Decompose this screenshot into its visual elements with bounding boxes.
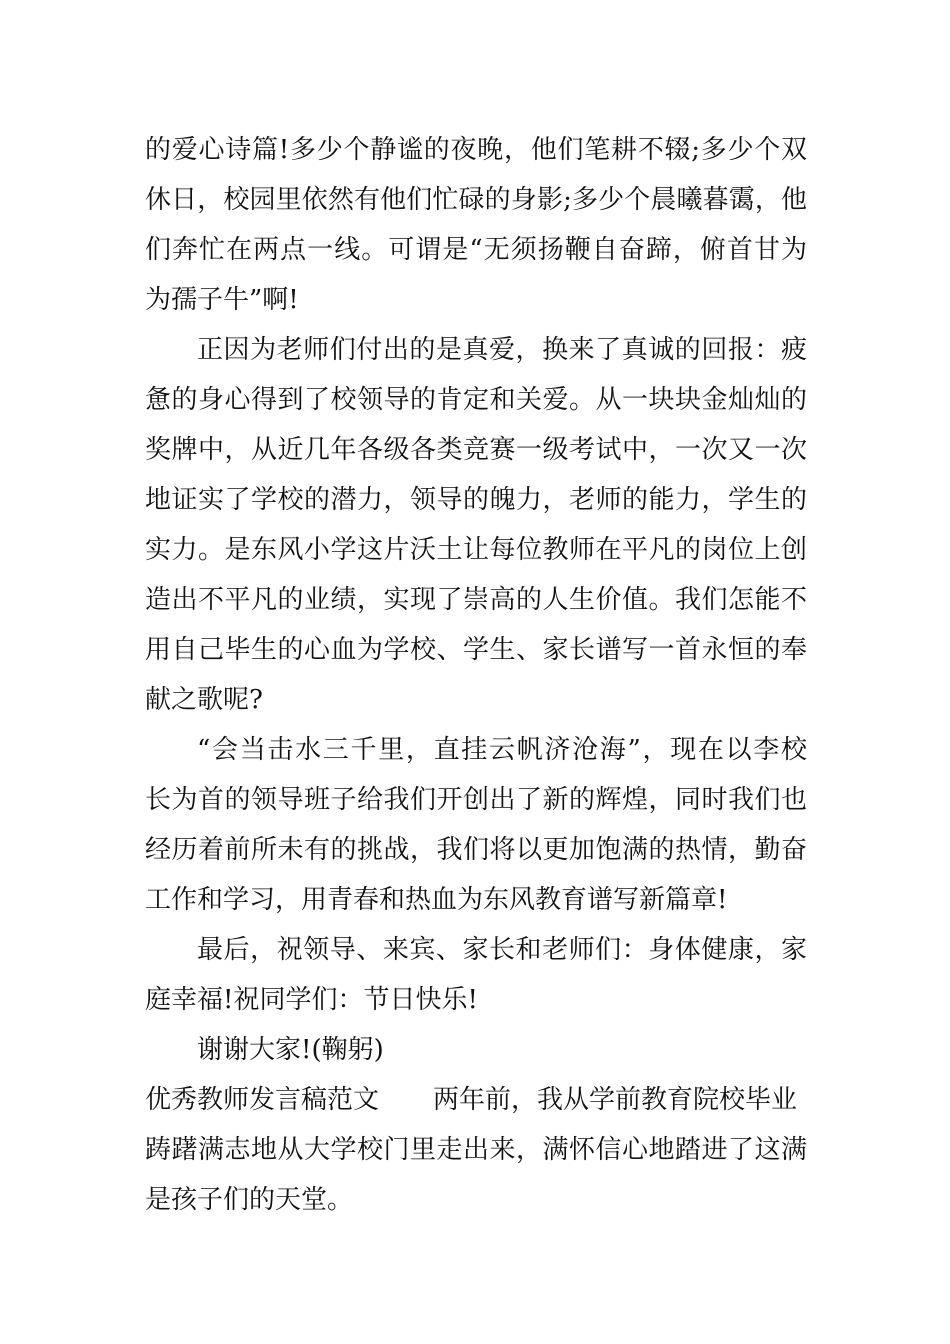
paragraph-3-line-4: 工作和学习，用青春和热血为东风教育谱写新篇章! [145,885,728,915]
paragraph-1-line-2: 休日，校园里依然有他们忙碌的身影;多少个晨曦暮霭，他 [145,185,807,215]
paragraph-2-line-1: 正因为老师们付出的是真爱，换来了真诚的回报：疲 [197,335,807,365]
paragraph-2-line-5: 实力。是东风小学这片沃土让每位教师在平凡的岗位上创 [145,535,807,565]
closing-thanks: 谢谢大家!(鞠躬) [197,1035,384,1065]
paragraph-2-line-2: 惫的身心得到了校领导的肯定和关爱。从一块块金灿灿的 [145,385,807,415]
paragraph-4-line-2: 庭幸福!祝同学们：节日快乐! [145,985,478,1015]
paragraph-4-line-1: 最后，祝领导、来宾、家长和老师们：身体健康，家 [197,935,807,965]
paragraph-2-line-7: 用自己毕生的心血为学校、学生、家长谱写一首永恒的奉 [145,635,807,665]
next-article-opening-text: 两年前，我从学前教育院校毕业 [433,1085,798,1115]
next-article-line-2: 踌躇满志地从大学校门里走出来，满怀信心地踏进了这满 [145,1135,807,1165]
paragraph-2-line-4: 地证实了学校的潜力，领导的魄力，老师的能力，学生的 [145,485,807,515]
paragraph-2-line-8: 献之歌呢? [145,685,263,715]
paragraph-1-line-3: 们奔忙在两点一线。可谓是“无须扬鞭自奋蹄，俯首甘为 [145,235,807,265]
paragraph-2-line-3: 奖牌中，从近几年各级各类竞赛一级考试中，一次又一次 [145,435,807,465]
next-article-line-3: 是孩子们的天堂。 [145,1185,354,1215]
paragraph-1-line-1: 的爱心诗篇!多少个静谧的夜晚，他们笔耕不辍;多少个双 [145,135,807,165]
next-article-title: 优秀教师发言稿范文 [145,1085,380,1115]
paragraph-3-line-3: 经历着前所未有的挑战，我们将以更加饱满的热情，勤奋 [145,835,807,865]
paragraph-1-line-4: 为孺子牛”啊! [145,285,299,315]
paragraph-2-line-6: 造出不平凡的业绩，实现了崇高的人生价值。我们怎能不 [145,585,807,615]
paragraph-3-line-1: “会当击水三千里，直挂云帆济沧海”，现在以李校 [197,735,807,765]
paragraph-3-line-2: 长为首的领导班子给我们开创出了新的辉煌，同时我们也 [145,785,807,815]
next-article-first-line [145,1078,807,1122]
